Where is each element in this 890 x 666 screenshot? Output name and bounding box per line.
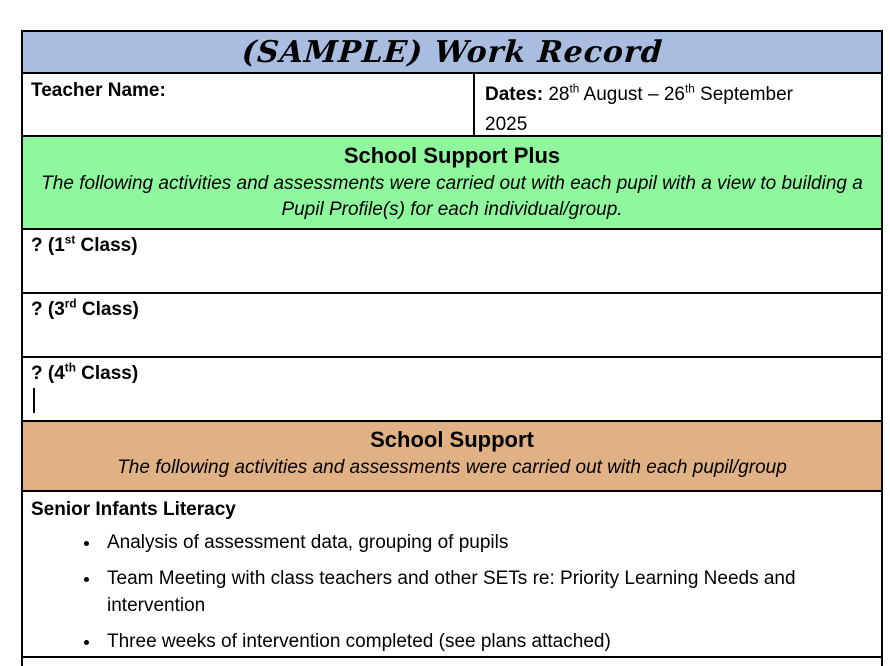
document-title: (SAMPLE) Work Record	[240, 34, 664, 70]
text-cursor	[33, 388, 35, 413]
school-support-plus-header-row[interactable]	[23, 135, 881, 228]
class-label: Class)	[76, 299, 139, 320]
class-label: ? (1	[31, 235, 65, 256]
school-support-description: The following activities and assessments were carried out with each pupil/group	[117, 457, 787, 478]
school-support-header-row[interactable]	[23, 420, 881, 490]
dates-ordinal: th	[569, 82, 580, 96]
dates-text: September	[694, 84, 794, 105]
list-item: • Analysis of assessment data, grouping of pupils	[101, 529, 873, 556]
school-support-plus-heading: School Support Plus	[343, 143, 561, 168]
dates-ordinal: th	[684, 82, 695, 96]
teacher-name-cell[interactable]	[23, 74, 473, 135]
teacher-name-label: Teacher Name:	[31, 80, 166, 101]
school-support-plus-description: The following activities and assessments were carried out with each pupil with a view to building a Pupil Profile(s) for each individual/group.	[41, 173, 863, 220]
dates-text: August – 26	[579, 84, 685, 105]
literacy-bullet-list	[31, 529, 873, 655]
dates-line	[485, 80, 871, 110]
class-row-1st[interactable]	[23, 228, 881, 292]
title-row[interactable]	[23, 32, 881, 72]
class-row-4th[interactable]	[23, 356, 881, 420]
literacy-heading: Senior Infants Literacy	[31, 499, 236, 520]
class-label: ? (3	[31, 299, 65, 320]
class-ordinal: rd	[64, 297, 77, 311]
class-label: ? (4	[31, 363, 65, 384]
class-ordinal: th	[64, 361, 76, 375]
dates-cell[interactable]	[473, 74, 881, 135]
list-item: • Three weeks of intervention completed (see plans attached)	[101, 628, 873, 655]
next-row-partial[interactable]	[23, 656, 881, 666]
class-label: Class)	[75, 235, 138, 256]
dates-year: 2025	[485, 114, 528, 135]
class-label: Class)	[75, 363, 139, 384]
dates-text: 28	[543, 84, 570, 105]
senior-infants-literacy-cell[interactable]	[23, 490, 881, 656]
class-row-3rd[interactable]	[23, 292, 881, 356]
school-support-heading: School Support	[370, 427, 534, 452]
info-row	[23, 72, 881, 135]
list-item: • Team Meeting with class teachers and other SETs re: Priority Learning Needs and intervention	[101, 565, 873, 619]
work-record-table	[21, 30, 883, 666]
dates-label: Dates:	[485, 84, 544, 105]
class-ordinal: st	[64, 233, 76, 247]
